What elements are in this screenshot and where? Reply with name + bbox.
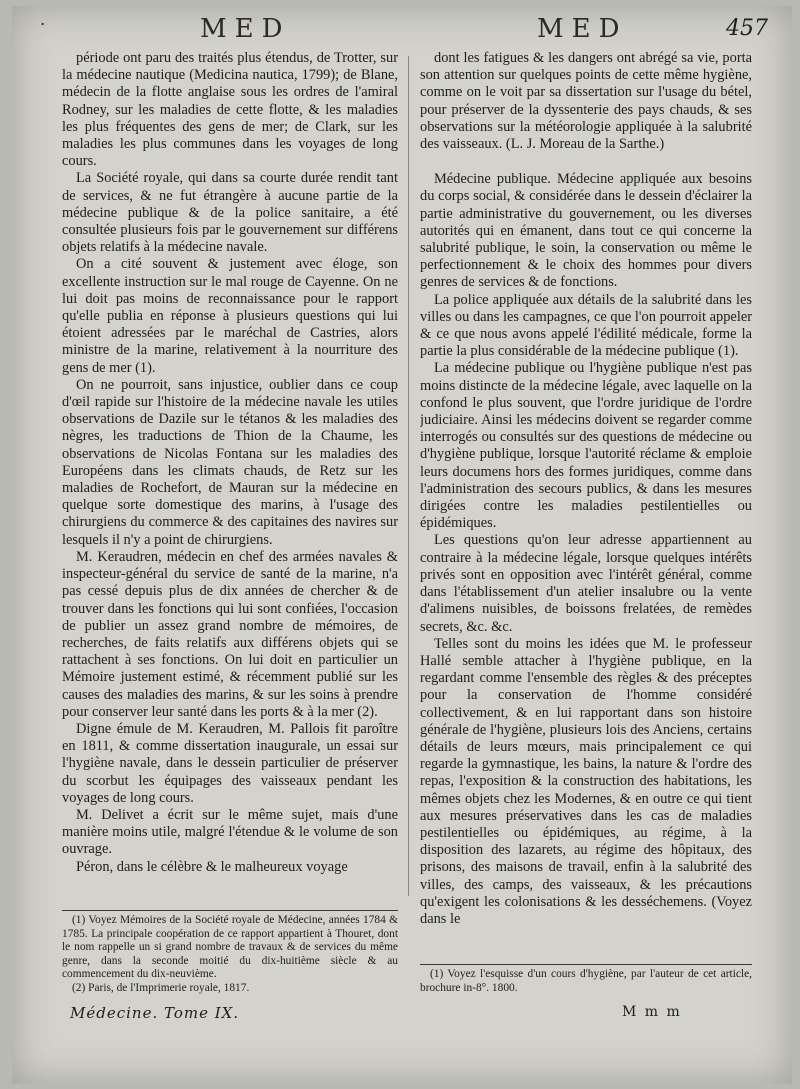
footnote: (2) Paris, de l'Imprimerie royale, 1817. (72, 981, 250, 994)
header-mark: ․ (40, 10, 46, 29)
paragraph: Les questions qu'on leur adresse appartiennent au contraire à la médecine légale, lorsque quelques intérêts privés sont en opposition avec l'intérêt général, comme dans l'établissement d'un atelier insalubre ou la vente d'alimens nuisibles, de boissons frelatées, de remèdes secrets, &c. &c. (420, 532, 752, 635)
paragraph: Digne émule de M. Keraudren, M. Pallois fit paroître en 1811, & comme dissertation inaugurale, un essai sur l'hygiène navale, dans le dessein particulier de préserver du scorbut les équipages des vaisseaux pendant les voyages de long cours. (62, 720, 398, 806)
running-head-left: MED (200, 14, 291, 44)
article-heading-paragraph: Médecine publique. Médecine appliquée aux besoins du corps social, & considérée dans le dessein d'éclairer la partie administrative du gouvernement, ou les diverses autorités qui en émanent, dans tout ce qui concerne la salubrité publique, le soin, la conservation ou même le perfectionnement & le choix des hommes pour divers genres de services & de fonctions. (420, 171, 752, 291)
paragraph: Péron, dans le célèbre & le malheureux voyage (76, 858, 348, 875)
paragraph: On ne pourroit, sans injustice, oublier dans ce coup d'œil rapide sur l'histoire de la médecine navale les utiles observations de Dazile sur le tétanos & les maladies des nègres, les traductions de Thion de la Chaume, les observations de Nicolas Fontana sur les maladies des Européens dans les climats chauds, de Retz sur les maladies de Rochefort, de Mauran sur la médecine en quelque sorte domestique des marins, à l'usage des chirurgiens du commerce & des capitaines des navires sur lesquels il n'y a point de chirurgiens. (62, 376, 398, 548)
paragraph: Telles sont du moins les idées que M. le professeur Hallé semble attacher à l'hygiène publique, en la regardant comme l'ensemble des règles & des préceptes pour la conservation de l'homme considéré collectivement, & en lui rapportant dans son histoire générale de l'hygiène, plusieurs lois des Anciens, certains détails de leurs mœurs, mais principalement ce qui regarde la gymnastique, les bains, la nature & l'ordre des repas, l'exposition & la construction des habitations, les mêmes objets chez les Modernes, & en outre ce qui tient aux mesures préservatives dans les cas de maladies pestilentielles ou épidémiques, au régime, à la disposition des lazarets, au régime des hôpitaux, des prisons, des maisons de travail, enfin à la salubrité des villes, des camps, des vaisseaux, & les précautions qu'exigent les colonisations & les desséchemens. (Voyez dans le (420, 635, 752, 927)
column-divider (408, 56, 409, 896)
paragraph: période ont paru des traités plus étendus, de Trotter, sur la médecine nautique (Medicina nautica, 1799); de Blane, médecin de la flotte anglaise sous les ordres de l'amiral Rodney, sur les maladies de cette flotte, & les maladies les plus fréquentes des gens de mer; de Clark, sur les maladies les plus communes dans les voyages de long cours. (62, 50, 398, 170)
paragraph: dont les fatigues & les dangers ont abrégé sa vie, porta son attention sur quelques points de cette même hygiène, comme on le voit par sa dissertation sur l'usage du bétel, pour préserver de la dyssenterie des pays chauds, & ses observations sur la météorologie appliquée à la salubrité des vaisseaux. (L. J. Moreau de la Sarthe.) (420, 50, 752, 153)
footnotes-right (420, 968, 752, 995)
paragraph: On a cité souvent & justement avec éloge, son excellente instruction sur le mal rouge de Cayenne. On ne lui doit pas moins de reconnaissance pour le rapport qu'elle publia en réponse à plusieurs questions qui lui étoient adressées par le maréchal de Castries, alors ministre de la marine, relativement à la nourriture des gens de mer (1). (62, 256, 398, 376)
paragraph: M. Delivet a écrit sur le même sujet, mais d'une manière moins utile, malgré l'étendue & le volume de son ouvrage. (62, 806, 398, 858)
paragraph: La police appliquée aux détails de la salubrité dans les villes ou dans les campagnes, ce que l'on pourroit appeler & ce que nous avons appelé l'édilité médicale, forme la partie la plus considérable de la médecine publique (1). (420, 291, 752, 360)
footnote-rule-right (420, 964, 752, 965)
right-column (420, 50, 752, 936)
signature-mark-right: M m m (622, 1004, 682, 1020)
running-head-right: MED (537, 14, 628, 44)
footnote: (1) Voyez Mémoires de la Société royale de Médecine, années 1784 & 1785. La principale coopération de ce rapport appartient à Thouret, dont le nom rappelle un si grand nombre de travaux & de services du même genre, dans la seconde moitié du dix-huitième siècle & au commencement du dix-neuvième. (62, 914, 398, 981)
paragraph: La Société royale, qui dans sa courte durée rendit tant de services, & ne fut étrangère à aucune partie de la médecine publique & de la police sanitaire, a été consultée plusieurs fois par le gouvernement sur différens objets relatifs à la médecine navale. (62, 170, 398, 256)
footnote: (1) Voyez l'esquisse d'un cours d'hygiène, par l'auteur de cet article, brochure in-8°. 1800. (420, 968, 752, 994)
paragraph: M. Keraudren, médecin en chef des armées navales & inspecteur-général du service de santé de la marine, n'a pas cessé depuis plus de dix années de chercher & de trouver dans les fonctions qui lui sont confiées, l'occasion de publier un assez grand nombre de mémoires, de recherches, de faits relatifs aux différens objets qui se rattachent à ses fonctions. On lui doit en particulier un Mémoire justement estimé, & récemment publié sur les causes des maladies des marins, & sur les soins à prendre pour conserver leur santé dans les ports & à la mer (2). (62, 548, 398, 720)
book-page (12, 6, 792, 1084)
paragraph: La médecine publique ou l'hygiène publique n'est pas moins distincte de la médecine légale, avec laquelle on la confond le plus souvent, que l'ordre juridique de l'ordre judiciaire. Ainsi les médecins doivent se regarder comme interrogés ou consultés sur des questions de médecine ou d'hygiène publique, lorsque l'autorité réclame & emploie leurs documens hors des formes juridiques, comme dans l'administration des secours publics, & dans les mesures dirigées contre les maladies pestilentielles ou épidémiques. (420, 360, 752, 532)
footnote-rule-left (62, 910, 398, 911)
page-number: 457 (726, 16, 768, 41)
footnotes-left (62, 914, 398, 996)
left-column (62, 50, 398, 876)
signature-mark-left: Médecine. Tome IX. (70, 1004, 240, 1022)
